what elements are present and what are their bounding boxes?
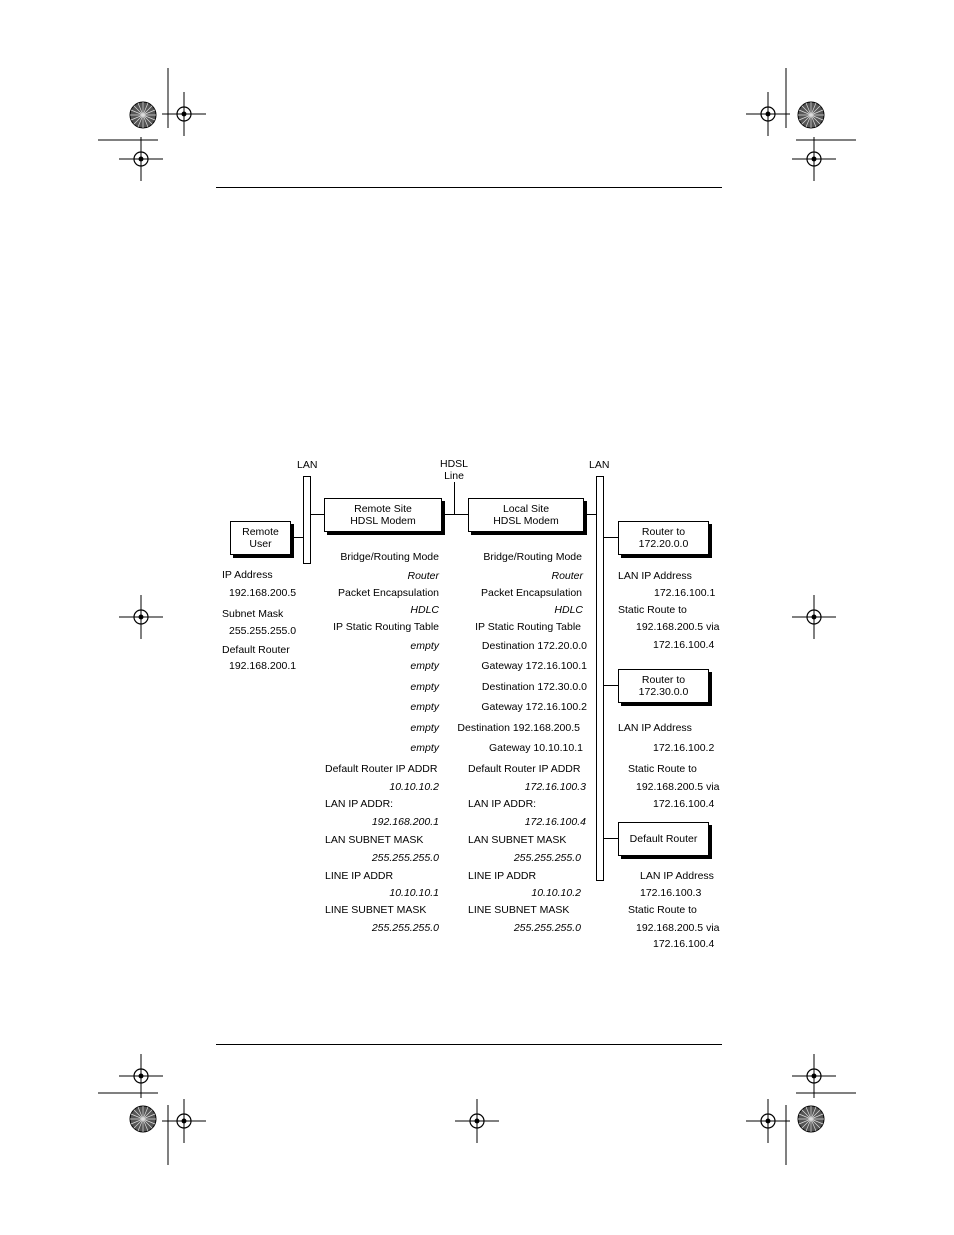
- rm-lan-subnet-label: LAN SUBNET MASK: [325, 834, 424, 846]
- r30-lan-ip-value: 172.16.100.2: [653, 742, 715, 754]
- r30-static-route-label: Static Route to: [628, 763, 697, 775]
- r20-lan-ip-label: LAN IP Address: [618, 570, 692, 582]
- dr-lan-ip-label: LAN IP Address: [640, 870, 714, 882]
- lm-packet-encap-label: Packet Encapsulation: [481, 587, 582, 599]
- rm-lan-subnet-value: 255.255.255.0: [371, 852, 439, 864]
- rm-line-subnet-value: 255.255.255.0: [371, 922, 439, 934]
- dr-static-route-label: Static Route to: [628, 904, 697, 916]
- lm-route-destination: Destination 172.30.0.0: [481, 681, 587, 693]
- hdsl-line-stub: [454, 482, 455, 514]
- remote-modem-box: Remote Site HDSL Modem: [324, 498, 442, 532]
- rm-lan-ip-value: 192.168.200.1: [371, 816, 439, 828]
- ru-ip-address-value: 192.168.200.5: [229, 587, 297, 599]
- lm-line-ip-label: LINE IP ADDR: [468, 870, 537, 882]
- rm-line-ip-value: 10.10.10.1: [389, 887, 439, 899]
- hdsl-line-link: [441, 514, 468, 515]
- hdsl-line-label: HDSL Line: [439, 458, 468, 482]
- r30-static-route-dest: 192.168.200.5 via: [636, 781, 720, 793]
- dr-static-route-gateway: 172.16.100.4: [653, 938, 715, 950]
- lm-lan-subnet-value: 255.255.255.0: [513, 852, 581, 864]
- r20-static-route-gateway: 172.16.100.4: [653, 639, 715, 651]
- rm-static-table-label: IP Static Routing Table: [333, 621, 439, 633]
- rm-packet-encap-label: Packet Encapsulation: [338, 587, 439, 599]
- dr-static-route-dest: 192.168.200.5 via: [636, 922, 720, 934]
- ru-subnet-mask-label: Subnet Mask: [222, 608, 284, 620]
- lm-default-router-label: Default Router IP ADDR: [468, 763, 581, 775]
- lan-to-router-172-30-link: [604, 685, 618, 686]
- dr-lan-ip-value: 172.16.100.3: [640, 887, 702, 899]
- lan-to-router-172-20-link: [604, 537, 618, 538]
- lan-to-remote-modem-link: [311, 514, 324, 515]
- rm-packet-encap-value: HDLC: [410, 604, 439, 616]
- lm-static-table-label: IP Static Routing Table: [475, 621, 581, 633]
- local-modem-to-lan-link: [583, 514, 596, 515]
- rm-line-subnet-label: LINE SUBNET MASK: [325, 904, 427, 916]
- r30-lan-ip-label: LAN IP Address: [618, 722, 692, 734]
- lm-lan-subnet-label: LAN SUBNET MASK: [468, 834, 567, 846]
- rm-static-entry: empty: [410, 640, 439, 652]
- lm-route-gateway: Gateway 172.16.100.2: [481, 701, 587, 713]
- ru-default-router-value: 192.168.200.1: [229, 660, 297, 672]
- lm-route-destination: Destination 172.20.0.0: [481, 640, 587, 652]
- lm-packet-encap-value: HDLC: [554, 604, 583, 616]
- lm-route-gateway: Gateway 172.16.100.1: [481, 660, 587, 672]
- left-lan-label: LAN: [297, 459, 318, 471]
- rm-bridge-mode-label: Bridge/Routing Mode: [340, 551, 439, 563]
- rm-static-entry: empty: [410, 681, 439, 693]
- lm-line-ip-value: 10.10.10.2: [531, 887, 581, 899]
- ru-ip-address-label: IP Address: [222, 569, 273, 581]
- r30-static-route-gateway: 172.16.100.4: [653, 798, 715, 810]
- lm-line-subnet-label: LINE SUBNET MASK: [468, 904, 570, 916]
- local-modem-box: Local Site HDSL Modem: [468, 498, 584, 532]
- rm-static-entry: empty: [410, 660, 439, 672]
- ru-default-router-label: Default Router: [222, 644, 290, 656]
- remote-user-box: Remote User: [230, 521, 291, 555]
- rm-static-entry: empty: [410, 701, 439, 713]
- rm-lan-ip-label: LAN IP ADDR:: [325, 798, 394, 810]
- rm-bridge-mode-value: Router: [407, 570, 439, 582]
- rm-static-entry: empty: [410, 742, 439, 754]
- r20-static-route-label: Static Route to: [618, 604, 687, 616]
- lan-to-default-router-link: [604, 838, 618, 839]
- lm-line-subnet-value: 255.255.255.0: [513, 922, 581, 934]
- ru-subnet-mask-value: 255.255.255.0: [229, 625, 297, 637]
- lm-route-destination: Destination 192.168.200.5: [457, 722, 580, 734]
- r20-lan-ip-value: 172.16.100.1: [654, 587, 716, 599]
- r20-static-route-dest: 192.168.200.5 via: [636, 621, 720, 633]
- lm-route-gateway: Gateway 10.10.10.1: [489, 742, 583, 754]
- lm-default-router-value: 172.16.100.3: [524, 781, 586, 793]
- lm-bridge-mode-label: Bridge/Routing Mode: [483, 551, 582, 563]
- right-lan-bus: [596, 476, 604, 881]
- rm-default-router-value: 10.10.10.2: [389, 781, 439, 793]
- lm-lan-ip-value: 172.16.100.4: [524, 816, 586, 828]
- rm-default-router-label: Default Router IP ADDR: [325, 763, 438, 775]
- lm-bridge-mode-value: Router: [551, 570, 583, 582]
- default-router-box: Default Router: [618, 822, 709, 856]
- lm-lan-ip-label: LAN IP ADDR:: [468, 798, 537, 810]
- rm-line-ip-label: LINE IP ADDR: [325, 870, 394, 882]
- rm-static-entry: empty: [410, 722, 439, 734]
- router-172-20-box: Router to 172.20.0.0: [618, 521, 709, 555]
- right-lan-label: LAN: [589, 459, 610, 471]
- router-172-30-box: Router to 172.30.0.0: [618, 669, 709, 703]
- user-to-lan-link: [290, 537, 303, 538]
